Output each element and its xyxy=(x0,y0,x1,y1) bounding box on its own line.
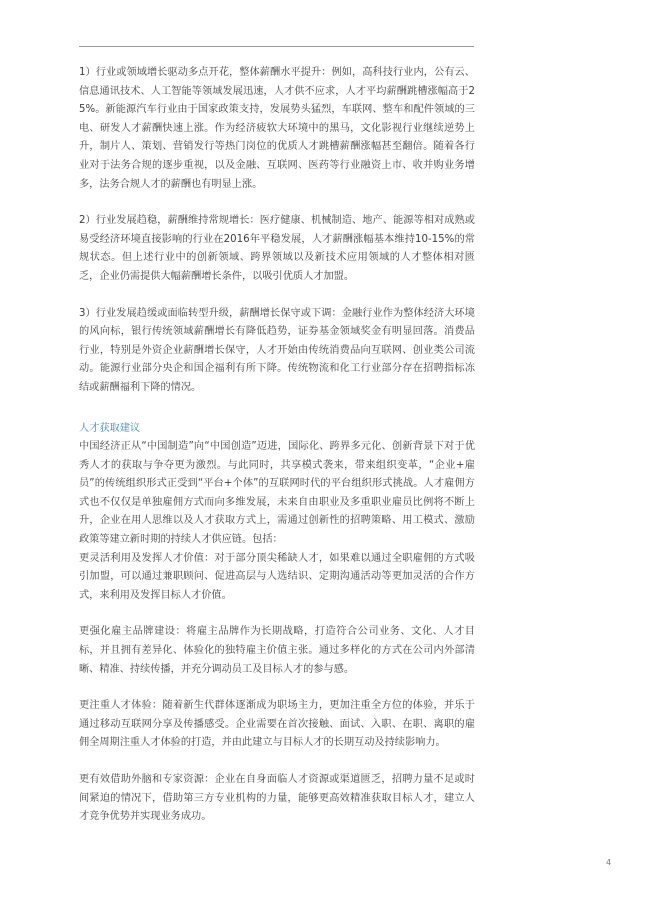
suggestion-item: 更有效借助外脑和专家资源：企业在自身面临人才资源或渠道匮乏，招聘力量不足或时间紧迫的情况下，借助第三方专业机构的力量，能够更高效精准获取目标人才，建立人才竞争优势并实现业务成功。 xyxy=(79,774,475,823)
suggestion-item: 更强化雇主品牌建设：将雇主品牌作为长期战略，打造符合公司业务、文化、人才目标，并且拥有差异化、体验化的独特雇主价值主张。通过多样化的方式在公司内外部清晰、精准、持续传播，并充分调动员工及目标人才的参与感。 xyxy=(79,626,475,675)
section-intro: 中国经济正从“中国制造”向“中国创造”迈进，国际化、跨界多元化、创新背景下对于优秀人才的获取与争夺更为激烈。与此同时，共享模式袭来，带来组织变革，“企业+雇员”的传统组织形式正受到“平台+个体”的互联网时代的平台组织形式挑战。人才雇佣方式也不仅仅是单独雇佣方式而向多维发展，未来自由职业及多重职业雇员比例将不断上升，企业在用人思维以及人才获取方式上，需通过创新性的招聘策略、用工模式、激励政策等建立新时期的持续人才供应链。包括： xyxy=(79,441,475,546)
page-content xyxy=(79,64,475,827)
paragraph-3: 3）行业发展趋缓或面临转型升级，薪酬增长保守或下调：金融行业作为整体经济大环境的风向标，银行传统领域薪酬增长有降低趋势，证券基金领域奖金有明显回落。消费品行业，特别是外资企业薪酬增长保守，人才开始由传统消费品向互联网、创业类公司流动。能源行业部分央企和国企福利有所下降。传统物流和化工行业部分存在招聘指标冻结或薪酬福利下降的情况。 xyxy=(79,307,475,393)
paragraph-1: 1）行业或领域增长驱动多点开花，整体薪酬水平提升：例如，高科技行业内，公有云、信息通讯技术、人工智能等领域发展迅速，人才供不应求，人才平均薪酬跳槽涨幅高于25%。新能源汽车行业由于国家政策支持，发展势头猛烈，车联网、整车和配件领域的三电、研发人才薪酬快速上涨。作为经济疲软大环境中的黑马，文化影视行业继续逆势上升，制片人、策划、营销发行等热门岗位的优质人才跳槽薪酬涨幅甚至翻倍。随着各行业对于法务合规的逐步重视，以及金融、互联网、医药等行业融资上市、收并购业务增多，法务合规人才的薪酬也有明显上涨。 xyxy=(79,67,475,190)
top-rule xyxy=(79,46,474,47)
section-title: 人才获取建议 xyxy=(79,422,141,434)
suggestion-item: 更注重人才体验：随着新生代群体逐渐成为职场主力，更加注重全方位的体验，并乐于通过移动互联网分享及传播感受。企业需要在首次接触、面试、入职、在职、离职的雇佣全周期注重人才体验的打造，并由此建立与目标人才的长期互动及持续影响力。 xyxy=(79,700,475,749)
page-number: 4 xyxy=(606,858,612,867)
suggestion-item: 更灵活利用及发挥人才价值：对于部分顶尖稀缺人才，如果难以通过全职雇佣的方式吸引加盟，可以通过兼职顾问、促进高层与人选结识、定期沟通活动等更加灵活的合作方式，来利用及发挥目标人才价值。 xyxy=(79,552,475,601)
paragraph-2: 2）行业发展趋稳，薪酬维持常规增长：医疗健康、机械制造、地产、能源等相对成熟或易受经济环境直接影响的行业在2016年平稳发展，人才薪酬涨幅基本维持10-15%的常规状态。但上述行业中的创新领域、跨界领域以及新技术应用领域的人才整体相对匮乏，企业仍需提供大幅薪酬增长条件，以吸引优质人才加盟。 xyxy=(79,215,475,282)
